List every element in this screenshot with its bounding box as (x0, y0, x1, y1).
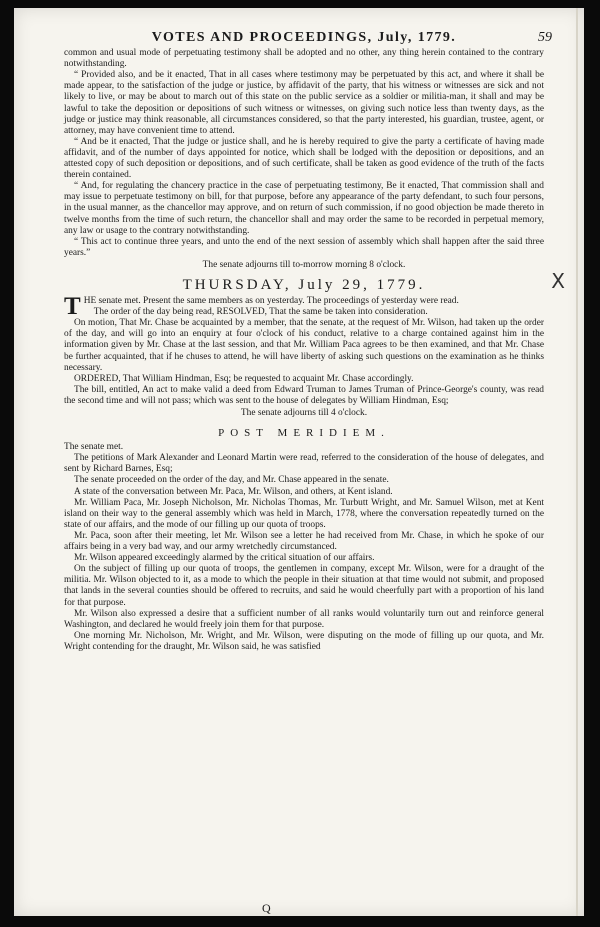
adjournment-note: The senate adjourns till to-morrow morning 8 o'clock. (202, 259, 406, 270)
continuation-paragraph: common and usual mode of perpetuating testimony shall be adopted and no other, any thing herein contained to the contrary notwithstanding. (64, 48, 544, 70)
afternoon-paragraph: One morning Mr. Nicholson, Mr. Wright, and Mr. Wilson, were disputing on the mode of filling up our quota, and Mr. Wright contending for the draught, Mr. Wilson said, he was satisfied (64, 630, 544, 652)
morning-paragraph: On motion, That Mr. Chase be acquainted by a member, that the senate, at the request of Mr. Wilson, had taken up the order of the day, and will go into an enquiry at four o'clock of his conduct, relative to a charge contained against him in the information given by Mr. Chase at the last session, and that Mr. William Paca agrees to be then examined, and that Mr. Chase be further acquainted, that if he chuses to attend, he will have liberty of asking such questions on the examination as he thinks necessary. (64, 318, 544, 373)
afternoon-paragraph: A state of the conversation between Mr. Paca, Mr. Wilson, and others, at Kent island. (74, 486, 393, 497)
page-content (64, 30, 568, 653)
signature-mark: Q (262, 901, 271, 915)
afternoon-paragraph: Mr. Wilson appeared exceedingly alarmed by the critical situation of our affairs. (74, 553, 375, 564)
afternoon-paragraph: The senate proceeded on the order of the day, and Mr. Chase appeared in the senate. (74, 475, 389, 486)
morning-paragraph: THE senate met. Present the same members as on yesterday. The proceedings of yesterday were read. (64, 293, 459, 321)
running-head-title: VOTES AND PROCEEDINGS, July, 1779. (151, 30, 457, 45)
morning-paragraph: The bill, entitled, An act to make valid a deed from Edward Truman to James Truman of Prince-George's county, was read the second time and will not pass; which was sent to the house of delegates by William Hindman, Esq; (64, 384, 544, 406)
afternoon-paragraph: On the subject of filling up our quota of troops, the gentlemen in company, except Mr. Wilson, were for a draught of the militia. Mr. Wilson objected to it, as a mode to which the people in their situation at that time would not submit, and proposed that lands in the several counties should be offered to recruits, and said he would cheerfully part with a proportion of his land for that purpose. (64, 564, 544, 608)
margin-cross-mark: X (551, 268, 568, 293)
running-head (64, 30, 552, 45)
page-number: 59 (538, 30, 552, 45)
day-heading-text: THURSDAY, July 29, 1779. (182, 276, 426, 293)
continuation-paragraph: “ And be it enacted, That the judge or justice shall, and he is hereby required to give the party a certificate of having made affidavit, and of the number of days appointed for notice, which shall be lodged with the deposition or depositions, and an attested copy of such deposition or depositions, and of such certificate, shall be taken as good evidence of the truth of the facts therein contained. (64, 136, 544, 181)
afternoon-paragraph: Mr. Paca, soon after their meeting, let Mr. Wilson see a letter he had received from Mr. Chase, in which he spoke of our affairs being in a very bad way, and our army wretchedly circumstanced. (64, 530, 544, 553)
adjournment-note: The senate adjourns till 4 o'clock. (240, 408, 368, 418)
afternoon-paragraph: Mr. Wilson also expressed a desire that a sufficient number of all ranks would voluntarily turn out and reinforce general Washington, and declared he would freely join them for that purpose. (64, 608, 544, 630)
morning-paragraph: The order of the day being read, RESOLVED, That the same be taken into consideration. (93, 307, 428, 318)
morning-paragraph: ORDERED, That William Hindman, Esq; be requested to acquaint Mr. Chase accordingly. (74, 373, 414, 384)
day-heading (64, 268, 568, 293)
continuation-paragraph: “ This act to continue three years, and unto the end of the next session of assembly which shall happen after the said three years.” (64, 236, 544, 258)
afternoon-paragraph: The senate met. (64, 442, 124, 453)
afternoon-paragraph: Mr. William Paca, Mr. Joseph Nicholson, Mr. Nicholas Thomas, Mr. Turbutt Wright, and Mr. Samuel Wilson, met at Kent island on their way to the general assembly which was held in March, 1778, where the conversation repeatedly turned on the state of our affairs, and the mode of our filling up our quota of troops. (64, 497, 544, 530)
continuation-paragraph: “ And, for regulating the chancery practice in the case of perpetuating testimony, Be it enacted, That commission shall and may issue to perpetuate testimony on bill, for that purpose, before any appearance of the party defendant, to such four persons, in the usual manner, as the chancellor may approve, and on return of such commission, if no good objection be made thereto in twelve months from the time of such return, the chancellor shall and may order the same to be recorded in perpetual memory, any law or usage to the contrary notwithstanding. (64, 181, 544, 236)
post-meridiem-heading: POST MERIDIEM. (218, 427, 390, 440)
afternoon-paragraph: The petitions of Mark Alexander and Leonard Martin were read, referred to the consideration of the house of delegates, and sent by Richard Barnes, Esq; (64, 453, 544, 475)
page-edge (576, 8, 578, 916)
continuation-paragraph: “ Provided also, and be it enacted, That in all cases where testimony may be perpetuated by this act, and where it shall be made appear, to the satisfaction of the judge or justice, by affidavit of the party, that his witness or witnesses are sick and not likely to live, or may be about to march out of this state on the public service as a soldier or militia-man, it shall and may be lawful to take the deposition or depositions of such witness or witnesses, on giving such notice less than twenty days, as the judge or justice may think reasonable, all circumstances considered, so that the party interested, his guardian, trustee, agent, or attorney, may have convenient time to attend. (64, 70, 544, 136)
document-page (14, 8, 584, 916)
